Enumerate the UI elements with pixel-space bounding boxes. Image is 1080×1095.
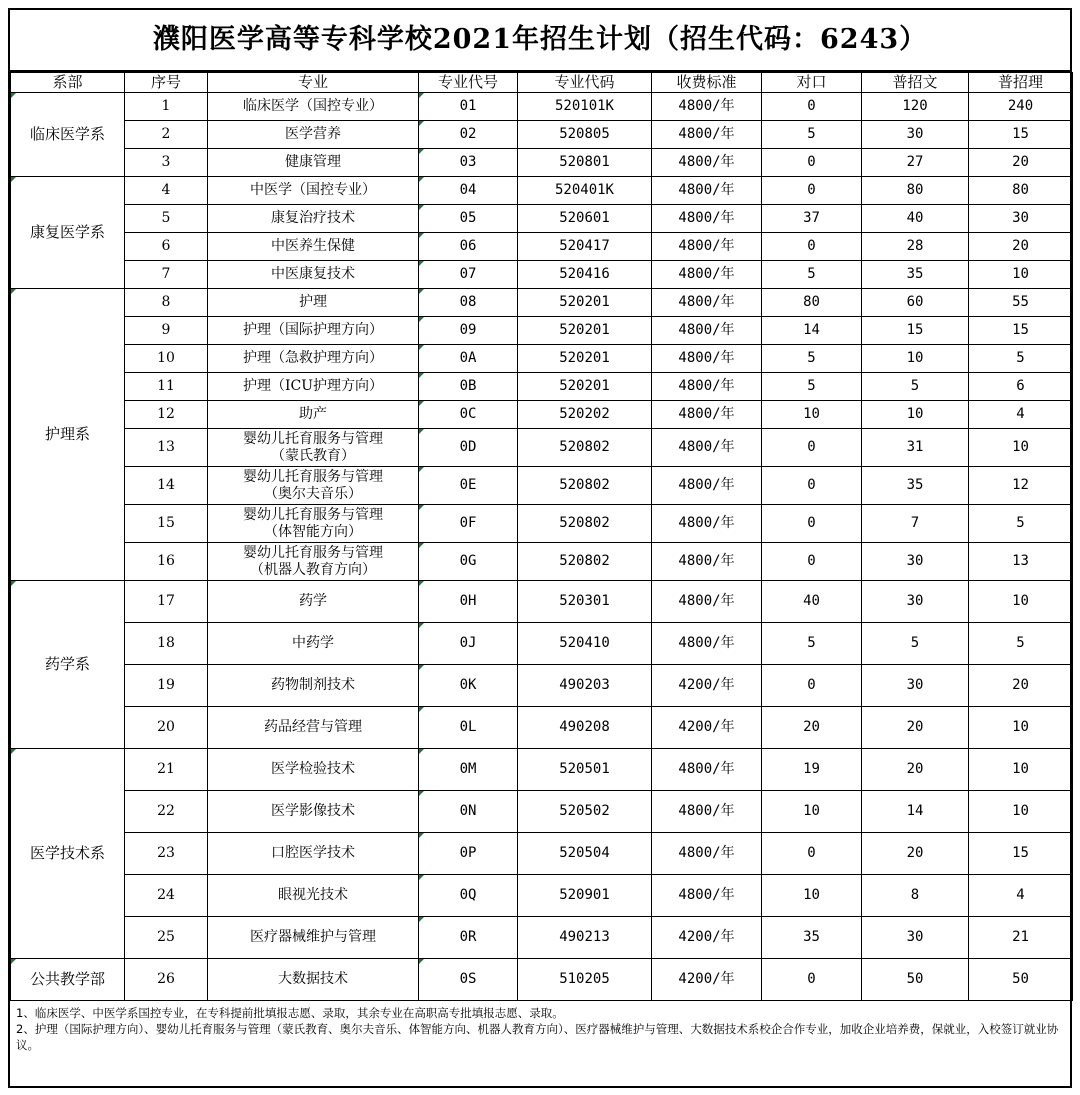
major-number-cell: 0R [419,917,518,959]
major-number-cell: 0K [419,665,518,707]
seq-cell: 25 [125,917,208,959]
major-code-cell: 520901 [518,875,652,917]
fee-cell: 4800/年 [652,791,762,833]
fee-cell: 4800/年 [652,93,762,121]
major-cell [208,875,419,917]
wen-cell: 40 [862,205,969,233]
column-header: 专业代号 [419,73,518,93]
column-header: 系部 [11,73,125,93]
li-cell: 80 [969,177,1073,205]
fee-cell: 4800/年 [652,429,762,467]
major-code-cell: 520502 [518,791,652,833]
major-name-line: 护理 [299,294,327,310]
major-cell [208,233,419,261]
major-number-cell: 0J [419,623,518,665]
major-number-cell: 0Q [419,875,518,917]
duikou-cell: 5 [762,623,862,665]
wen-cell: 30 [862,121,969,149]
seq-cell: 17 [125,581,208,623]
wen-cell: 20 [862,707,969,749]
duikou-cell: 10 [762,401,862,429]
seq-cell: 20 [125,707,208,749]
major-cell [208,665,419,707]
li-cell: 5 [969,345,1073,373]
table-row [11,429,1073,467]
li-cell: 10 [969,429,1073,467]
li-cell: 15 [969,833,1073,875]
wen-cell: 30 [862,543,969,581]
table-body [11,93,1073,1001]
li-cell: 10 [969,707,1073,749]
column-header: 收费标准 [652,73,762,93]
wen-cell: 20 [862,749,969,791]
major-name-line: 护理（国际护理方向） [243,322,383,338]
major-name-line: 药品经营与管理 [264,719,362,735]
major-number-cell: 0D [419,429,518,467]
major-name-line: 婴幼儿托育服务与管理 [243,430,383,447]
major-name-line: 护理（ICU护理方向） [242,378,384,394]
major-number-cell: 06 [419,233,518,261]
duikou-cell: 40 [762,581,862,623]
major-cell [208,707,419,749]
seq-cell: 26 [125,959,208,1001]
li-cell: 10 [969,791,1073,833]
major-number-cell: 09 [419,317,518,345]
major-code-cell: 520410 [518,623,652,665]
duikou-cell: 0 [762,233,862,261]
wen-cell: 30 [862,581,969,623]
table-row [11,205,1073,233]
department-cell: 护理系 [11,289,125,581]
major-number-cell: 0E [419,467,518,505]
major-number-cell: 0P [419,833,518,875]
duikou-cell: 37 [762,205,862,233]
li-cell: 10 [969,749,1073,791]
wen-cell: 35 [862,467,969,505]
duikou-cell: 20 [762,707,862,749]
li-cell: 4 [969,401,1073,429]
seq-cell: 14 [125,467,208,505]
major-code-cell: 520301 [518,581,652,623]
table-row [11,233,1073,261]
major-number-cell: 0F [419,505,518,543]
seq-cell: 13 [125,429,208,467]
wen-cell: 30 [862,665,969,707]
footnotes [10,1001,1070,1057]
duikou-cell: 0 [762,93,862,121]
duikou-cell: 0 [762,543,862,581]
major-name-line: 医学影像技术 [271,803,355,819]
column-header: 普招理 [969,73,1073,93]
wen-cell: 5 [862,623,969,665]
table-row [11,93,1073,121]
wen-cell: 10 [862,345,969,373]
seq-cell: 2 [125,121,208,149]
table-row [11,121,1073,149]
major-number-cell: 0M [419,749,518,791]
seq-cell: 4 [125,177,208,205]
column-header: 专业代码 [518,73,652,93]
major-number-cell: 04 [419,177,518,205]
li-cell: 4 [969,875,1073,917]
major-cell [208,121,419,149]
fee-cell: 4200/年 [652,917,762,959]
fee-cell: 4800/年 [652,317,762,345]
major-cell [208,959,419,1001]
major-cell [208,149,419,177]
major-cell [208,289,419,317]
table-row [11,749,1073,791]
li-cell: 240 [969,93,1073,121]
major-cell [208,791,419,833]
fee-cell: 4800/年 [652,833,762,875]
footnote-line: 1、临床医学、中医学系国控专业，在专科提前批填报志愿、录取，其余专业在高职高专批填报志愿、录取。 [16,1006,564,1020]
major-code-cell: 520201 [518,317,652,345]
major-number-cell: 0B [419,373,518,401]
major-cell [208,749,419,791]
li-cell: 12 [969,467,1073,505]
major-cell [208,93,419,121]
li-cell: 30 [969,205,1073,233]
fee-cell: 4800/年 [652,749,762,791]
major-cell [208,177,419,205]
table-row [11,373,1073,401]
table-row [11,959,1073,1001]
table-row [11,177,1073,205]
duikou-cell: 10 [762,875,862,917]
column-header: 专业 [208,73,419,93]
major-code-cell: 490203 [518,665,652,707]
major-cell [208,505,419,543]
table-row [11,875,1073,917]
duikou-cell: 10 [762,791,862,833]
fee-cell: 4800/年 [652,581,762,623]
fee-cell: 4800/年 [652,543,762,581]
duikou-cell: 80 [762,289,862,317]
duikou-cell: 0 [762,149,862,177]
major-name-line: 护理（急救护理方向） [243,350,383,366]
wen-cell: 7 [862,505,969,543]
duikou-cell: 5 [762,121,862,149]
major-cell [208,345,419,373]
seq-cell: 23 [125,833,208,875]
major-name-line: 婴幼儿托育服务与管理 [243,544,383,561]
table-row [11,505,1073,543]
seq-cell: 16 [125,543,208,581]
major-number-cell: 0S [419,959,518,1001]
major-number-cell: 0N [419,791,518,833]
major-name-line: 婴幼儿托育服务与管理 [243,468,383,485]
table-header [11,73,1073,93]
table-row [11,317,1073,345]
seq-cell: 19 [125,665,208,707]
duikou-cell: 35 [762,917,862,959]
major-cell [208,317,419,345]
department-cell: 临床医学系 [11,93,125,177]
fee-cell: 4200/年 [652,665,762,707]
major-code-cell: 520201 [518,345,652,373]
seq-cell: 1 [125,93,208,121]
duikou-cell: 5 [762,261,862,289]
major-name-line: （机器人教育方向） [250,561,376,578]
major-name-line: （奥尔夫音乐） [264,485,362,502]
duikou-cell: 0 [762,177,862,205]
department-cell: 医学技术系 [11,749,125,959]
major-code-cell: 520805 [518,121,652,149]
major-name-line: 健康管理 [285,154,341,170]
major-code-cell: 520201 [518,289,652,317]
table-row [11,581,1073,623]
major-cell [208,205,419,233]
seq-cell: 8 [125,289,208,317]
li-cell: 15 [969,317,1073,345]
seq-cell: 9 [125,317,208,345]
major-cell [208,581,419,623]
major-code-cell: 520802 [518,505,652,543]
table-row [11,543,1073,581]
seq-cell: 5 [125,205,208,233]
major-code-cell: 520801 [518,149,652,177]
li-cell: 55 [969,289,1073,317]
major-code-cell: 520504 [518,833,652,875]
seq-cell: 10 [125,345,208,373]
duikou-cell: 0 [762,665,862,707]
major-cell [208,543,419,581]
table-row [11,623,1073,665]
major-code-cell: 510205 [518,959,652,1001]
wen-cell: 5 [862,373,969,401]
major-name-line: 中药学 [292,635,334,651]
li-cell: 13 [969,543,1073,581]
wen-cell: 31 [862,429,969,467]
major-code-cell: 520802 [518,543,652,581]
seq-cell: 22 [125,791,208,833]
major-number-cell: 01 [419,93,518,121]
seq-cell: 6 [125,233,208,261]
major-code-cell: 520401K [518,177,652,205]
fee-cell: 4200/年 [652,707,762,749]
table-row [11,917,1073,959]
major-code-cell: 490208 [518,707,652,749]
major-code-cell: 490213 [518,917,652,959]
major-name-line: 中医养生保健 [271,238,355,254]
duikou-cell: 5 [762,345,862,373]
major-name-line: 药物制剂技术 [271,677,355,693]
seq-cell: 15 [125,505,208,543]
wen-cell: 27 [862,149,969,177]
enrollment-table [10,72,1073,1001]
duikou-cell: 0 [762,467,862,505]
duikou-cell: 5 [762,373,862,401]
wen-cell: 50 [862,959,969,1001]
major-cell [208,467,419,505]
table-row [11,833,1073,875]
wen-cell: 30 [862,917,969,959]
major-cell [208,429,419,467]
enrollment-plan-sheet [8,8,1072,1088]
seq-cell: 21 [125,749,208,791]
major-cell [208,373,419,401]
fee-cell: 4800/年 [652,205,762,233]
major-name-line: 婴幼儿托育服务与管理 [243,506,383,523]
department-cell: 药学系 [11,581,125,749]
duikou-cell: 14 [762,317,862,345]
table-row [11,345,1073,373]
major-number-cell: 0H [419,581,518,623]
wen-cell: 35 [862,261,969,289]
fee-cell: 4800/年 [652,149,762,177]
major-number-cell: 05 [419,205,518,233]
major-cell [208,623,419,665]
fee-cell: 4800/年 [652,261,762,289]
major-code-cell: 520601 [518,205,652,233]
major-code-cell: 520802 [518,429,652,467]
li-cell: 6 [969,373,1073,401]
li-cell: 20 [969,233,1073,261]
li-cell: 20 [969,149,1073,177]
major-number-cell: 0C [419,401,518,429]
department-cell: 公共教学部 [11,959,125,1001]
major-name-line: 大数据技术 [278,971,348,987]
major-name-line: 医疗器械维护与管理 [250,929,376,945]
major-number-cell: 0A [419,345,518,373]
wen-cell: 20 [862,833,969,875]
major-name-line: 临床医学（国控专业） [243,98,383,114]
duikou-cell: 0 [762,833,862,875]
fee-cell: 4800/年 [652,177,762,205]
table-row [11,665,1073,707]
duikou-cell: 0 [762,505,862,543]
table-row [11,289,1073,317]
major-number-cell: 03 [419,149,518,177]
table-row [11,261,1073,289]
fee-cell: 4800/年 [652,875,762,917]
major-number-cell: 02 [419,121,518,149]
major-number-cell: 0G [419,543,518,581]
major-name-line: 口腔医学技术 [271,845,355,861]
seq-cell: 7 [125,261,208,289]
wen-cell: 15 [862,317,969,345]
major-code-cell: 520202 [518,401,652,429]
major-cell [208,833,419,875]
major-code-cell: 520416 [518,261,652,289]
wen-cell: 120 [862,93,969,121]
fee-cell: 4800/年 [652,373,762,401]
table-row [11,707,1073,749]
major-code-cell: 520501 [518,749,652,791]
fee-cell: 4800/年 [652,467,762,505]
li-cell: 15 [969,121,1073,149]
fee-cell: 4800/年 [652,345,762,373]
fee-cell: 4800/年 [652,505,762,543]
seq-cell: 18 [125,623,208,665]
column-header: 对口 [762,73,862,93]
table-row [11,149,1073,177]
seq-cell: 24 [125,875,208,917]
major-name-line: 中医学（国控专业） [250,182,376,198]
fee-cell: 4800/年 [652,121,762,149]
li-cell: 5 [969,505,1073,543]
fee-cell: 4800/年 [652,233,762,261]
wen-cell: 80 [862,177,969,205]
major-number-cell: 07 [419,261,518,289]
li-cell: 50 [969,959,1073,1001]
major-name-line: （蒙氏教育） [271,447,355,464]
table-row [11,791,1073,833]
major-name-line: 医学检验技术 [271,761,355,777]
column-header: 序号 [125,73,208,93]
wen-cell: 60 [862,289,969,317]
major-name-line: 眼视光技术 [278,887,348,903]
seq-cell: 12 [125,401,208,429]
header-row [11,73,1073,93]
department-cell: 康复医学系 [11,177,125,289]
seq-cell: 11 [125,373,208,401]
major-cell [208,917,419,959]
major-number-cell: 08 [419,289,518,317]
li-cell: 21 [969,917,1073,959]
li-cell: 5 [969,623,1073,665]
major-name-line: 医学营养 [285,126,341,142]
major-name-line: 药学 [299,593,327,609]
fee-cell: 4200/年 [652,959,762,1001]
wen-cell: 28 [862,233,969,261]
major-code-cell: 520417 [518,233,652,261]
major-code-cell: 520802 [518,467,652,505]
wen-cell: 10 [862,401,969,429]
duikou-cell: 0 [762,429,862,467]
li-cell: 10 [969,261,1073,289]
major-cell [208,261,419,289]
wen-cell: 14 [862,791,969,833]
wen-cell: 8 [862,875,969,917]
page-title: 濮阳医学高等专科学校2021年招生计划（招生代码：6243） [10,10,1070,72]
table-row [11,401,1073,429]
major-number-cell: 0L [419,707,518,749]
seq-cell: 3 [125,149,208,177]
duikou-cell: 19 [762,749,862,791]
major-code-cell: 520101K [518,93,652,121]
duikou-cell: 0 [762,959,862,1001]
li-cell: 20 [969,665,1073,707]
fee-cell: 4800/年 [652,623,762,665]
table-row [11,467,1073,505]
footnote-line: 2、护理（国际护理方向）、婴幼儿托育服务与管理（蒙氏教育、奥尔夫音乐、体智能方向、机器人教育方向）、医疗器械维护与管理、大数据技术系校企合作专业，加收企业培养费，保就业，入校签订就业协议。 [16,1022,1059,1052]
fee-cell: 4800/年 [652,401,762,429]
major-name-line: 助产 [299,406,327,422]
major-cell [208,401,419,429]
column-header: 普招文 [862,73,969,93]
major-name-line: 康复治疗技术 [271,210,355,226]
li-cell: 10 [969,581,1073,623]
major-code-cell: 520201 [518,373,652,401]
major-name-line: 中医康复技术 [271,266,355,282]
fee-cell: 4800/年 [652,289,762,317]
major-name-line: （体智能方向） [264,523,362,540]
